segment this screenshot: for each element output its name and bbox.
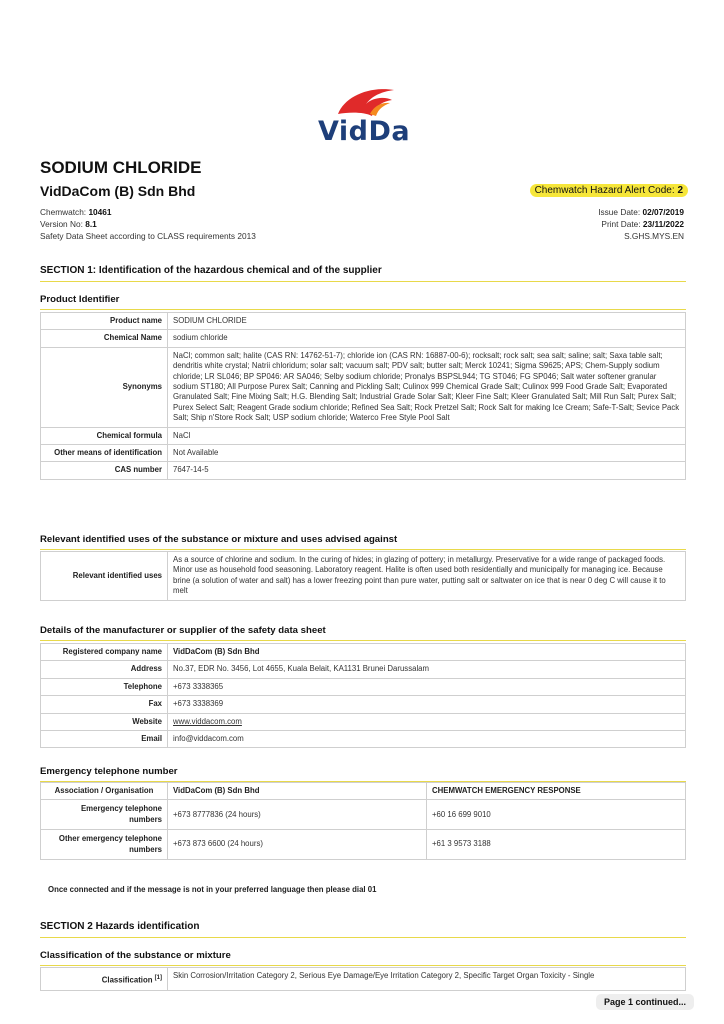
- row-label: [41, 968, 168, 991]
- row-label: CAS number: [41, 462, 168, 479]
- emergency-note: Once connected and if the message is not in your preferred language then please dial 01: [48, 885, 377, 894]
- row-value: NaCl; common salt; halite (CAS RN: 14762-51-7); chloride ion (CAS RN: 16887-00-6); rocksalt; rock salt; sea salt; saline; salt; Saxa table salt; dendritis white crystal; Natrii chloridum; solar salt; vacuum salt; PDV salt; butter salt; Merck 10241; Sigma S9625; APS; Chem-Supply sodium chloride; LR SL046; BP SP046: AR SA046; Selby sodium chloride; Pronalys BSPSL944; TG ST046; FG SP046; Salt water softener granular sodium ST180; All Purpose Purex Salt; Canning and Pickling Salt; Culinox 999 Chemical Grade Salt; Culinox 999 Food Grade Salt; Evaporated Granulated Salt; Fine Mixing Salt; H.G. Blending Salt; Industrial Grade Solar Salt; Kleer Fine Salt; Kleer Granulated Salt; Mill Run Salt; Purex Salt; Purex Select Salt; Reagent Grade sodium chloride; Refined Sea Salt; Rock Pretzel Salt; Rock Salt for making Ice Cream; Safe-T-Salt; Sevice Pack Salt; Ship n'Store Rock Salt; USP sodium chloride; Waterco Free Style Pool Salt: [168, 347, 686, 427]
- row-label: Emergency telephone numbers: [41, 800, 168, 830]
- row-value: sodium chloride: [168, 330, 686, 347]
- table-row: [41, 800, 686, 830]
- row-value: No.37, EDR No. 3456, Lot 4655, Kuala Belait, KA1131 Brunei Darussalam: [168, 661, 686, 678]
- section-2-heading: SECTION 2 Hazards identification: [40, 921, 686, 938]
- row-value: Not Available: [168, 445, 686, 462]
- row-label: Registered company name: [41, 644, 168, 661]
- document-meta-right: [598, 206, 684, 242]
- row-label: Website: [41, 713, 168, 730]
- document-code: S.GHS.MYS.EN: [624, 231, 684, 241]
- row-value: VidDaCom (B) Sdn Bhd: [168, 644, 686, 661]
- email-link[interactable]: info@viddacom.com: [168, 731, 686, 748]
- table-row: [41, 462, 686, 479]
- page-continued-label: Page 1 continued...: [596, 994, 694, 1010]
- section-1-heading: SECTION 1: Identification of the hazardous chemical and of the supplier: [40, 265, 686, 282]
- emergency-table: [40, 782, 686, 860]
- vidda-logo-text: VidDa: [318, 116, 411, 147]
- table-row: [41, 330, 686, 347]
- sds-note: Safety Data Sheet according to CLASS requirements 2013: [40, 231, 256, 241]
- row-label: Telephone: [41, 678, 168, 695]
- version-value: 8.1: [85, 219, 97, 229]
- row-value: NaCl: [168, 427, 686, 444]
- chemwatch-label: Chemwatch:: [40, 207, 87, 217]
- product-identifier-heading: Product Identifier: [40, 294, 686, 310]
- row-label: Relevant identified uses: [41, 552, 168, 601]
- table-row: [41, 696, 686, 713]
- row-label: Chemical formula: [41, 427, 168, 444]
- row-value: As a source of chlorine and sodium. In the curing of hides; in glazing of pottery; in metallurgy. Preservative for a wide range of packaged foods. Minor use as household food seasoning. Laboratory reagent. Halite is often used both residentially and municipally for managing ice. Because brine (a solution of water and salt) has a lower freezing point than pure water, putting salt or saltwater on ice that is near 0 deg C will cause it to melt: [168, 552, 686, 601]
- row-label: Other means of identification: [41, 445, 168, 462]
- manufacturer-table: [40, 643, 686, 748]
- table-row: [41, 713, 686, 730]
- row-value: +673 8777836 (24 hours): [168, 800, 427, 830]
- product-title: SODIUM CHLORIDE: [40, 158, 202, 177]
- column-header: CHEMWATCH EMERGENCY RESPONSE: [427, 783, 686, 800]
- chemwatch-value: 10461: [88, 207, 112, 217]
- company-name: VidDaCom (B) Sdn Bhd: [40, 183, 196, 199]
- row-value: SODIUM CHLORIDE: [168, 313, 686, 330]
- table-row: [41, 731, 686, 748]
- issue-date-label: Issue Date:: [598, 207, 641, 217]
- table-row: [41, 347, 686, 427]
- table-row: [41, 552, 686, 601]
- print-date-label: Print Date:: [601, 219, 641, 229]
- row-label: Other emergency telephone numbers: [41, 830, 168, 860]
- hazard-alert-value: 2: [677, 185, 683, 196]
- row-value: +673 3338369: [168, 696, 686, 713]
- row-value: +61 3 9573 3188: [427, 830, 686, 860]
- row-value: 7647-14-5: [168, 462, 686, 479]
- issue-date-value: 02/07/2019: [642, 207, 684, 217]
- column-header: VidDaCom (B) Sdn Bhd: [168, 783, 427, 800]
- print-date-value: 23/11/2022: [642, 219, 684, 229]
- row-value: +673 873 6600 (24 hours): [168, 830, 427, 860]
- row-value: +60 16 699 9010: [427, 800, 686, 830]
- row-label: Product name: [41, 313, 168, 330]
- row-label: Synonyms: [41, 347, 168, 427]
- classification-heading: Classification of the substance or mixture: [40, 950, 686, 966]
- column-header: Association / Organisation: [41, 783, 168, 800]
- row-label: Fax: [41, 696, 168, 713]
- row-value: Skin Corrosion/Irritation Category 2, Serious Eye Damage/Eye Irritation Category 2, Specific Target Organ Toxicity - Single: [168, 968, 686, 991]
- row-label: Address: [41, 661, 168, 678]
- version-label: Version No:: [40, 219, 83, 229]
- document-meta-left: [40, 206, 256, 242]
- manufacturer-heading: Details of the manufacturer or supplier of the safety data sheet: [40, 625, 686, 641]
- table-row: [41, 445, 686, 462]
- row-value: +673 3338365: [168, 678, 686, 695]
- website-link[interactable]: www.viddacom.com: [168, 713, 686, 730]
- hazard-alert-label: Chemwatch Hazard Alert Code:: [534, 185, 675, 196]
- emergency-heading: Emergency telephone number: [40, 766, 686, 782]
- table-row: [41, 313, 686, 330]
- classification-table: [40, 967, 686, 991]
- table-row: [41, 968, 686, 991]
- row-label: Email: [41, 731, 168, 748]
- product-identifier-table: [40, 312, 686, 480]
- table-row: [41, 678, 686, 695]
- table-row: [41, 830, 686, 860]
- hazard-alert-badge: [530, 184, 688, 197]
- table-row: [41, 644, 686, 661]
- table-row: [41, 427, 686, 444]
- row-label: Chemical Name: [41, 330, 168, 347]
- table-header-row: [41, 783, 686, 800]
- classification-ref: [1]: [154, 974, 162, 981]
- relevant-uses-heading: Relevant identified uses of the substance or mixture and uses advised against: [40, 534, 686, 550]
- relevant-uses-table: [40, 551, 686, 601]
- table-row: [41, 661, 686, 678]
- classification-label: Classification: [101, 975, 153, 985]
